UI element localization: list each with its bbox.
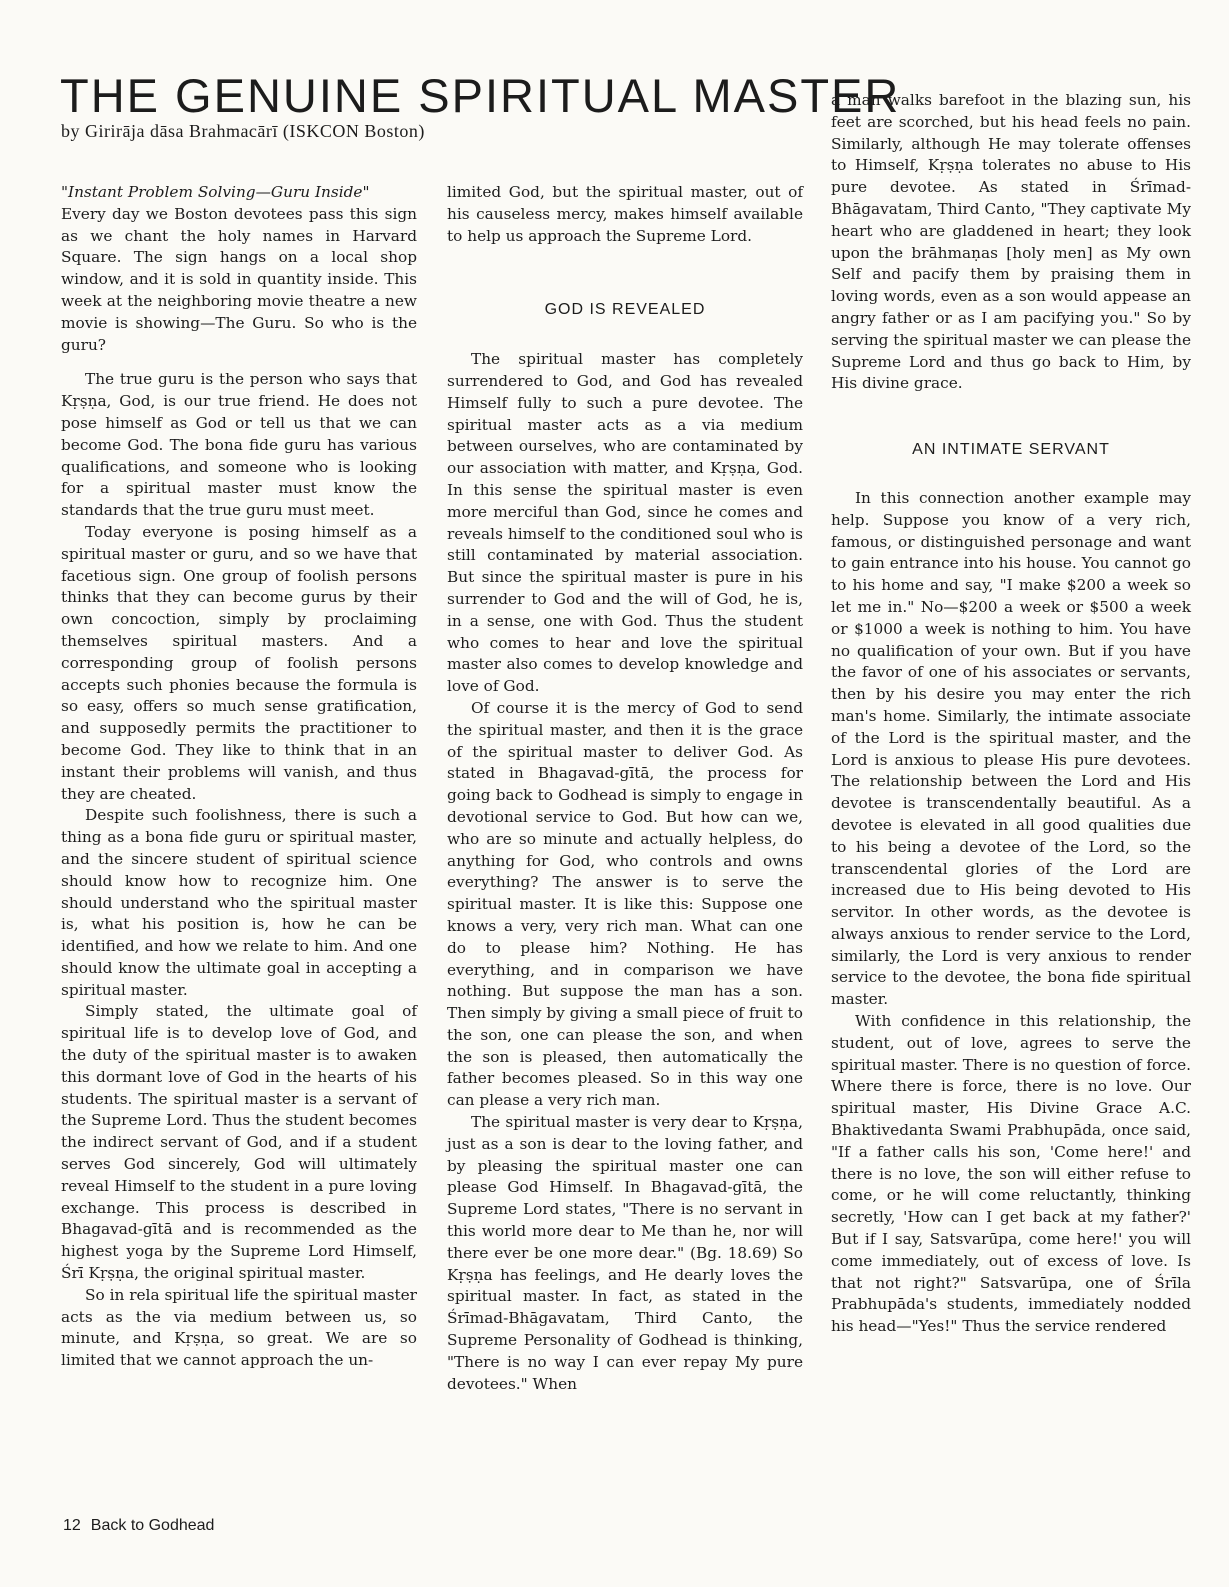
paragraph: With confidence in this relationship, the student, out of love, agrees to serve the spiritual master. There is no question of force. Where there is force, there is no love. Our spiritual master, His Divine Grace A.C. Bhaktivedanta Swami Prabhupāda, once said, "If a father calls his son, 'Come here!' and there is no love, the son will either refuse to come, or he will come reluctantly, thinking secretly, 'How can I get back at my father?' But if I say, Satsvarūpa, come here!' you will come immediately, out of excess of love. Is that not right?" Satsvarūpa, one of Śrīla Prabhupāda's students, immediately nodded his head—"Yes!" Thus the service rendered [831, 1012, 1191, 1336]
article-title: THE GENUINE SPIRITUAL MASTER [60, 69, 901, 122]
opener-quote: "Instant Problem Solving—Guru Inside" [61, 183, 370, 201]
section-heading-an-intimate-servant: AN INTIMATE SERVANT [912, 441, 1110, 459]
paragraph: Every day we Boston devotees pass this sign as we chant the holy names in Harvard Square. The sign hangs on a local shop window, and it is sold in quantity inside. This week at the neighboring movie theatre a new movie is showing—The Guru. So who is the guru? [61, 204, 417, 354]
column-1 [61, 182, 417, 1372]
paragraph: a man walks barefoot in the blazing sun, his feet are scorched, but his head feels no pain. Similarly, although He may tolerate offenses to Himself, Kṛṣṇa tolerates no abuse to His pure devotee. As stated in Śrīmad-Bhāgavatam, Third Canto, "They captivate My heart who are gladdened in heart; they look upon the brāhmaṇas [holy men] as My own Self and pacify them by praising them in loving words, even as a son would appease an angry father or as I am pacifying you." So by serving the spiritual master we can please the Supreme Lord and thus go back to Him, by His divine grace. [831, 91, 1191, 393]
paragraph: Today everyone is posing himself as a spiritual master or guru, and so we have that facetious sign. One group of foolish persons thinks that they can become gurus by their own concoction, simply by proclaiming themselves spiritual masters. And a corresponding group of foolish persons accepts such phonies because the formula is so easy, offers so much sense gratification, and supposedly permits the practitioner to become God. They like to think that in an instant their problems will vanish, and thus they are cheated. [61, 522, 417, 803]
paragraph: In this connection another example may help. Suppose you know of a very rich, famous, or distinguished personage and want to gain entrance into his house. You cannot go to his home and say, "I make $200 a week so let me in." No—$200 a week or $500 a week or $1000 a week is nothing to him. You have no qualification of your own. But if you have the favor of one of his associates or servants, then by his desire you may enter the rich man's home. Similarly, the intimate associate of the Lord is the spiritual master, and the Lord is anxious to please His pure devotees. The relationship between the Lord and His devotee is transcendentally beautiful. As a devotee is elevated in all good qualities due to his being a devotee of the Lord, so the transcendental glories of the Lord are increased due to His being devoted to His servitor. In other words, as the devotee is always anxious to render service to the Lord, similarly, the Lord is very anxious to render service to the devotee, the bona fide spiritual master. [831, 488, 1191, 1009]
paragraph: So in rela spiritual life the spiritual master acts as the via medium between us, so minute, and Kṛṣṇa, so great. We are so limited that we cannot approach the un- [61, 1285, 417, 1370]
magazine-name: Back to Godhead [90, 1517, 215, 1534]
paragraph: Simply stated, the ultimate goal of spiritual life is to develop love of God, and the duty of the spiritual master is to awaken this dormant love of God in the hearts of his students. The spiritual master is a servant of the Supreme Lord. Thus the student becomes the indirect servant of God, and if a student serves God sincerely, God will ultimately reveal Himself to the student in a pure loving exchange. This process is described in Bhagavad-gītā and is recommended as the highest yoga by the Supreme Lord Himself, Śrī Kṛṣṇa, the original spiritual master. [61, 1002, 417, 1283]
article-byline: by Girirāja dāsa Brahmacārī (ISKCON Boston) [61, 121, 425, 141]
column-3 [831, 90, 1191, 1338]
paragraph: The spiritual master is very dear to Kṛṣṇa, just as a son is dear to the loving father, and by pleasing the spiritual master one can please God Himself. In Bhagavad-gītā, the Supreme Lord states, "There is no servant in this world more dear to Me than he, nor will there ever be one more dear." (Bg. 18.69) So Kṛṣṇa has feelings, and He dearly loves the spiritual master. In fact, as stated in the Śrīmad-Bhāgavatam, Third Canto, the Supreme Personality of Godhead is thinking, "There is no way I can ever repay My pure devotees." When [447, 1113, 803, 1393]
opener-quote-line [61, 182, 417, 204]
paragraph: The true guru is the person who says that Kṛṣṇa, God, is our true friend. He does not pose himself as God or tell us that we can become God. The bona fide guru has various qualifications, and someone who is looking for a spiritual master must know the standards that the true guru must meet. [61, 370, 417, 520]
paragraph: Of course it is the mercy of God to send the spiritual master, and then it is the grace of the spiritual master to deliver God. As stated in Bhagavad-gītā, the process for going back to Godhead is simply to engage in devotional service to God. But how can we, who are so minute and actually helpless, do anything for God, who controls and owns everything? The answer is to serve the spiritual master. It is like this: Suppose one knows a very, very rich man. What can one do to please him? Nothing. He has everything, and in comparison we have nothing. But suppose the man has a son. Then simply by giving a small piece of fruit to the son, one can please the son, and when the son is pleased, then automatically the father becomes pleased. So in this way one can please a very rich man. [447, 698, 803, 1110]
section-heading-god-is-revealed: GOD IS REVEALED [544, 301, 706, 319]
paragraph: Despite such foolishness, there is such a thing as a bona fide guru or spiritual master, and the sincere student of spiritual science should know how to recognize him. One should understand who the spiritual master is, what his position is, how he can be identified, and how we relate to him. And one should know the ultimate goal in accepting a spiritual master. [61, 806, 417, 999]
page-footer [63, 1517, 214, 1535]
page-number: 12 [63, 1517, 81, 1534]
paragraph: limited God, but the spiritual master, out of his causeless mercy, makes himself available to help us approach the Supreme Lord. [447, 183, 803, 245]
column-2 [447, 182, 803, 1395]
paragraph: The spiritual master has completely surrendered to God, and God has revealed Himself fully to such a pure devotee. The spiritual master acts as a via medium between ourselves, who are contaminated by our association with matter, and Kṛṣṇa, God. In this sense the spiritual master is even more merciful than God, since he comes and reveals himself to the conditioned soul who is still contaminated by material association. But since the spiritual master is pure in his surrender to God and the will of God, he is, in a sense, one with God. Thus the student who comes to hear and love the spiritual master also comes to develop knowledge and love of God. [447, 350, 803, 696]
